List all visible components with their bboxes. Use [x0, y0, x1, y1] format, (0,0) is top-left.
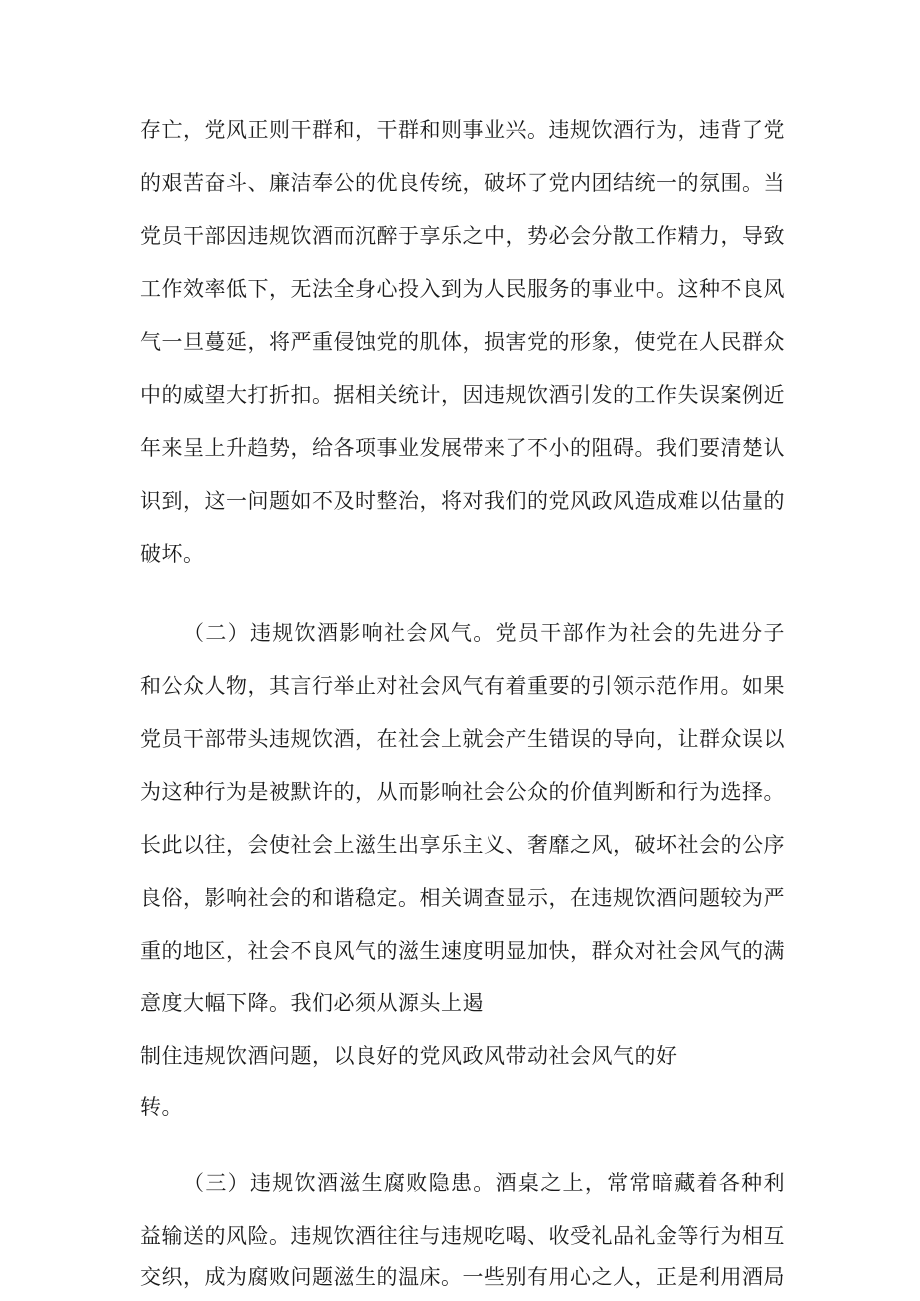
text-line: 长此以往，会使社会上滋生出享乐主义、奢靡之风，破坏社会的公序	[140, 833, 785, 857]
text-line: 年来呈上升趋势，给各项事业发展带来了不小的阻碍。我们要清楚认	[140, 436, 785, 460]
text-line: 党员干部带头违规饮酒，在社会上就会产生错误的导向，让群众误以	[140, 727, 785, 751]
text-line: 交织，成为腐败问题滋生的温床。一些别有用心之人，正是利用酒局	[140, 1265, 785, 1289]
text-line: 良俗，影响社会的和谐稳定。相关调查显示，在违规饮酒问题较为严	[140, 886, 785, 910]
text-line: 中的威望大打折扣。据相关统计，因违规饮酒引发的工作失误案例近	[140, 383, 785, 407]
text-line: 工作效率低下，无法全身心投入到为人民服务的事业中。这种不良风	[140, 277, 785, 301]
section-heading-line: （三）违规饮酒滋生腐败隐患。酒桌之上，常常暗藏着各种利	[183, 1171, 785, 1195]
text-line: 意度大幅下降。我们必须从源头上遏	[140, 991, 484, 1015]
text-line: 为这种行为是被默许的，从而影响社会公众的价值判断和行为选择。	[140, 780, 785, 804]
text-line: 存亡，党风正则干群和，干群和则事业兴。违规饮酒行为，违背了党	[140, 118, 785, 142]
text-line: 气一旦蔓延，将严重侵蚀党的肌体，损害党的形象，使党在人民群众	[140, 330, 785, 354]
text-line: 破坏。	[140, 542, 205, 566]
section-heading-line: （二）违规饮酒影响社会风气。党员干部作为社会的先进分子	[183, 621, 785, 645]
text-line: 和公众人物，其言行举止对社会风气有着重要的引领示范作用。如果	[140, 674, 785, 698]
text-line: 转。	[140, 1095, 183, 1119]
text-line: 重的地区，社会不良风气的滋生速度明显加快，群众对社会风气的满	[140, 939, 785, 963]
text-line: 的艰苦奋斗、廉洁奉公的优良传统，破坏了党内团结统一的氛围。当	[140, 171, 785, 195]
text-line: 益输送的风险。违规饮酒往往与违规吃喝、收受礼品礼金等行为相互	[140, 1224, 785, 1248]
text-line: 党员干部因违规饮酒而沉醉于享乐之中，势必会分散工作精力，导致	[140, 224, 785, 248]
text-line: 制住违规饮酒问题，以良好的党风政风带动社会风气的好	[140, 1044, 678, 1068]
text-line: 识到，这一问题如不及时整治，将对我们的党风政风造成难以估量的	[140, 489, 785, 513]
